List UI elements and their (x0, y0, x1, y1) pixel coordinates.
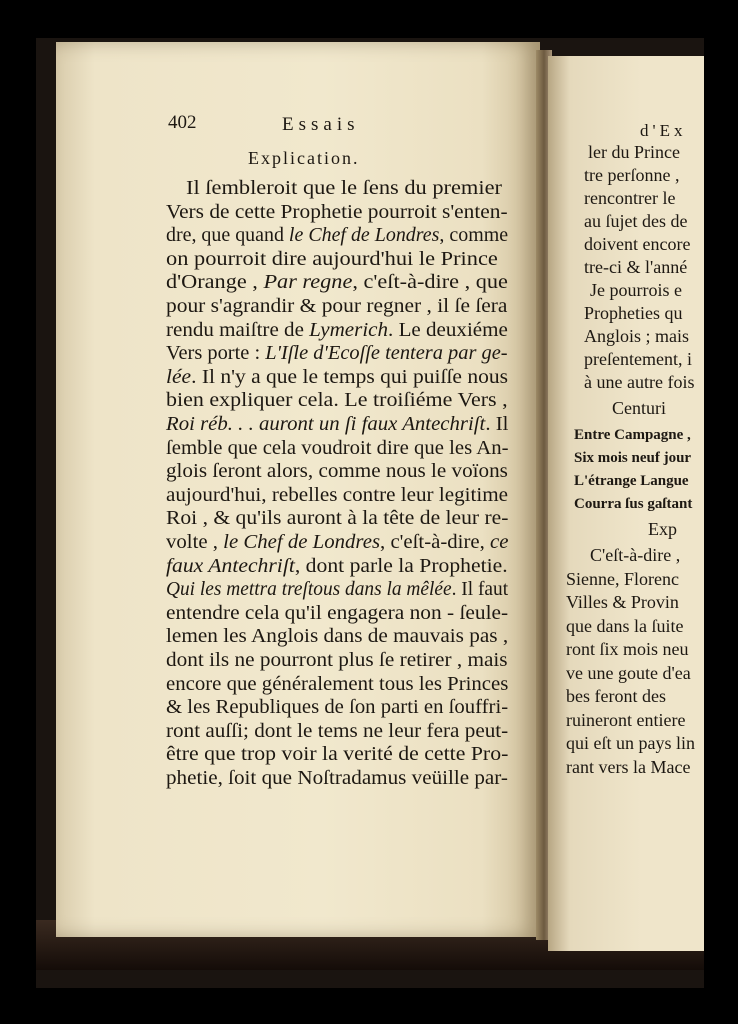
text-run: Il ſembleroit que le ſens du premier (186, 177, 502, 199)
right-text-line: tre perſonne , (584, 165, 680, 185)
text-run: . Il faut (451, 578, 509, 601)
text-line (166, 744, 508, 764)
text-line (166, 579, 508, 599)
text-run: rendu maiſtre de (166, 318, 310, 341)
text-run: glois ſeront alors, comme nous le voïons (166, 460, 508, 483)
text-line (166, 556, 508, 576)
italic-text: Roi réb. . . auront un ſi faux Antechriſt (166, 413, 486, 435)
right-text-line: Villes & Provin (566, 592, 679, 612)
text-run: phetie, ſoit que Noſtradamus veüille par- (166, 767, 508, 789)
text-line (166, 414, 508, 434)
text-line (186, 178, 502, 198)
italic-text: Lymerich (309, 318, 389, 341)
text-line (166, 674, 508, 694)
italic-text: L'Iſle d'Ecoſſe tentera par ge- (265, 342, 508, 365)
verse-line: Entre Campagne , (574, 427, 691, 443)
right-text-line: ruineront entiere (566, 709, 686, 730)
right-text-line: rant vers la Mace (566, 756, 691, 777)
right-text-line: Propheties qu (584, 303, 683, 323)
text-line (166, 249, 498, 269)
text-line (166, 626, 508, 646)
text-run: on pourroit dire aujourd'hui le Prince (166, 247, 498, 270)
text-run: aujourd'hui, rebelles contre leur legitime (166, 483, 509, 506)
text-run: ſemble que cela voudroit dire que les An- (166, 436, 509, 459)
text-line (166, 485, 508, 505)
verse-line: Six mois neuf jour (574, 450, 692, 466)
text-line (166, 343, 508, 363)
right-text-line: tre-ci & l'anné (584, 257, 688, 277)
verse-line: Courra ſus gaſtant (574, 496, 693, 512)
text-run: ront auſſi; dont le tems ne leur fera peut- (166, 719, 509, 742)
text-run: pour s'agrandir & pour regner , il ſe ſera (166, 295, 508, 317)
text-run: encore que généralement tous les Princes (166, 672, 509, 695)
right-text-line: bes feront des (566, 686, 666, 706)
text-line (166, 721, 508, 741)
text-line (166, 367, 508, 387)
right-text-line: qui eſt un pays lin (566, 733, 695, 753)
section-title: Explication. (248, 148, 360, 168)
text-line (166, 296, 507, 316)
text-run: bien expliquer cela. Le troiſiéme Vers , (166, 389, 508, 412)
text-line (166, 532, 508, 552)
right-text-line: rencontrer le (584, 188, 676, 208)
right-text-line: ront ſix mois neu (566, 639, 689, 659)
running-head: Essais (282, 114, 360, 135)
text-run: , c'eſt-à-dire, (380, 531, 491, 553)
italic-text: ce (490, 531, 509, 553)
text-run: . Il (485, 413, 509, 435)
italic-text: faux Antechriſt (166, 554, 295, 577)
right-text-line: que dans la ſuite (566, 615, 684, 636)
text-run: lemen les Anglois dans de mauvais pas , (166, 625, 509, 648)
right-text-line: ve une goute d'ea (566, 662, 691, 683)
right-text-line: C'eſt-à-dire , (590, 545, 681, 565)
right-running-head: d'Ex (640, 121, 687, 140)
text-line (166, 461, 508, 481)
right-text-line: Je pourrois e (590, 280, 682, 300)
text-run: entendre cela qu'il engagera non - ſeule- (166, 601, 509, 624)
centurie-heading: Centuri (612, 398, 666, 418)
italic-text: lée (166, 365, 192, 388)
italic-text: Qui les mettra treſtous dans la mêlée (166, 578, 452, 601)
italic-text: le Chef de Londres (288, 224, 440, 247)
text-run: d'Orange , (166, 271, 264, 294)
text-line (166, 697, 508, 717)
text-run: & les Republiques de ſon parti en ſouffri- (166, 696, 509, 719)
text-run: , comme (439, 224, 509, 247)
text-line (166, 272, 508, 292)
text-run: , c'eſt-à-dire , que (352, 271, 508, 294)
verse-line: L'étrange Langue (574, 473, 689, 489)
text-run: volte , (166, 531, 224, 553)
text-run: , dont parle la Prophetie. (294, 554, 508, 577)
right-text-line: ler du Prince (588, 142, 680, 162)
right-text-line: preſentement, i (584, 349, 692, 369)
text-line (166, 390, 508, 410)
text-line (166, 202, 508, 222)
text-run: être que trop voir la verité de cette Pro- (166, 743, 509, 766)
right-text-line: Anglois ; mais (584, 326, 690, 346)
right-text-line: au ſujet des de (584, 211, 688, 231)
right-text-line: Sienne, Florenc (566, 568, 679, 589)
text-line (166, 320, 508, 340)
text-line (166, 768, 508, 788)
italic-text: le Chef de Londres (223, 531, 381, 553)
text-line (166, 438, 508, 458)
text-line (166, 603, 508, 623)
text-line (166, 225, 508, 245)
text-run: . Le deuxiéme (388, 318, 508, 341)
page-number: 402 (168, 112, 197, 133)
text-line (166, 650, 508, 670)
text-run: Vers porte : (166, 342, 266, 365)
italic-text: Par regne (263, 271, 353, 294)
text-run: . Il n'y a que le temps qui puiſſe nous (191, 365, 508, 388)
text-run: Vers de cette Prophetie pourroit s'enten- (166, 200, 508, 223)
right-text-line: doivent encore (584, 234, 691, 254)
explication-heading: Exp (648, 519, 677, 539)
right-text-line: à une autre fois (584, 372, 695, 392)
text-run: dre, que quand (166, 224, 289, 247)
text-line (166, 508, 508, 528)
text-run: dont ils ne pourront plus ſe retirer , mais (166, 649, 508, 671)
text-run: Roi , & qu'ils auront à la tête de leur re- (166, 507, 509, 530)
